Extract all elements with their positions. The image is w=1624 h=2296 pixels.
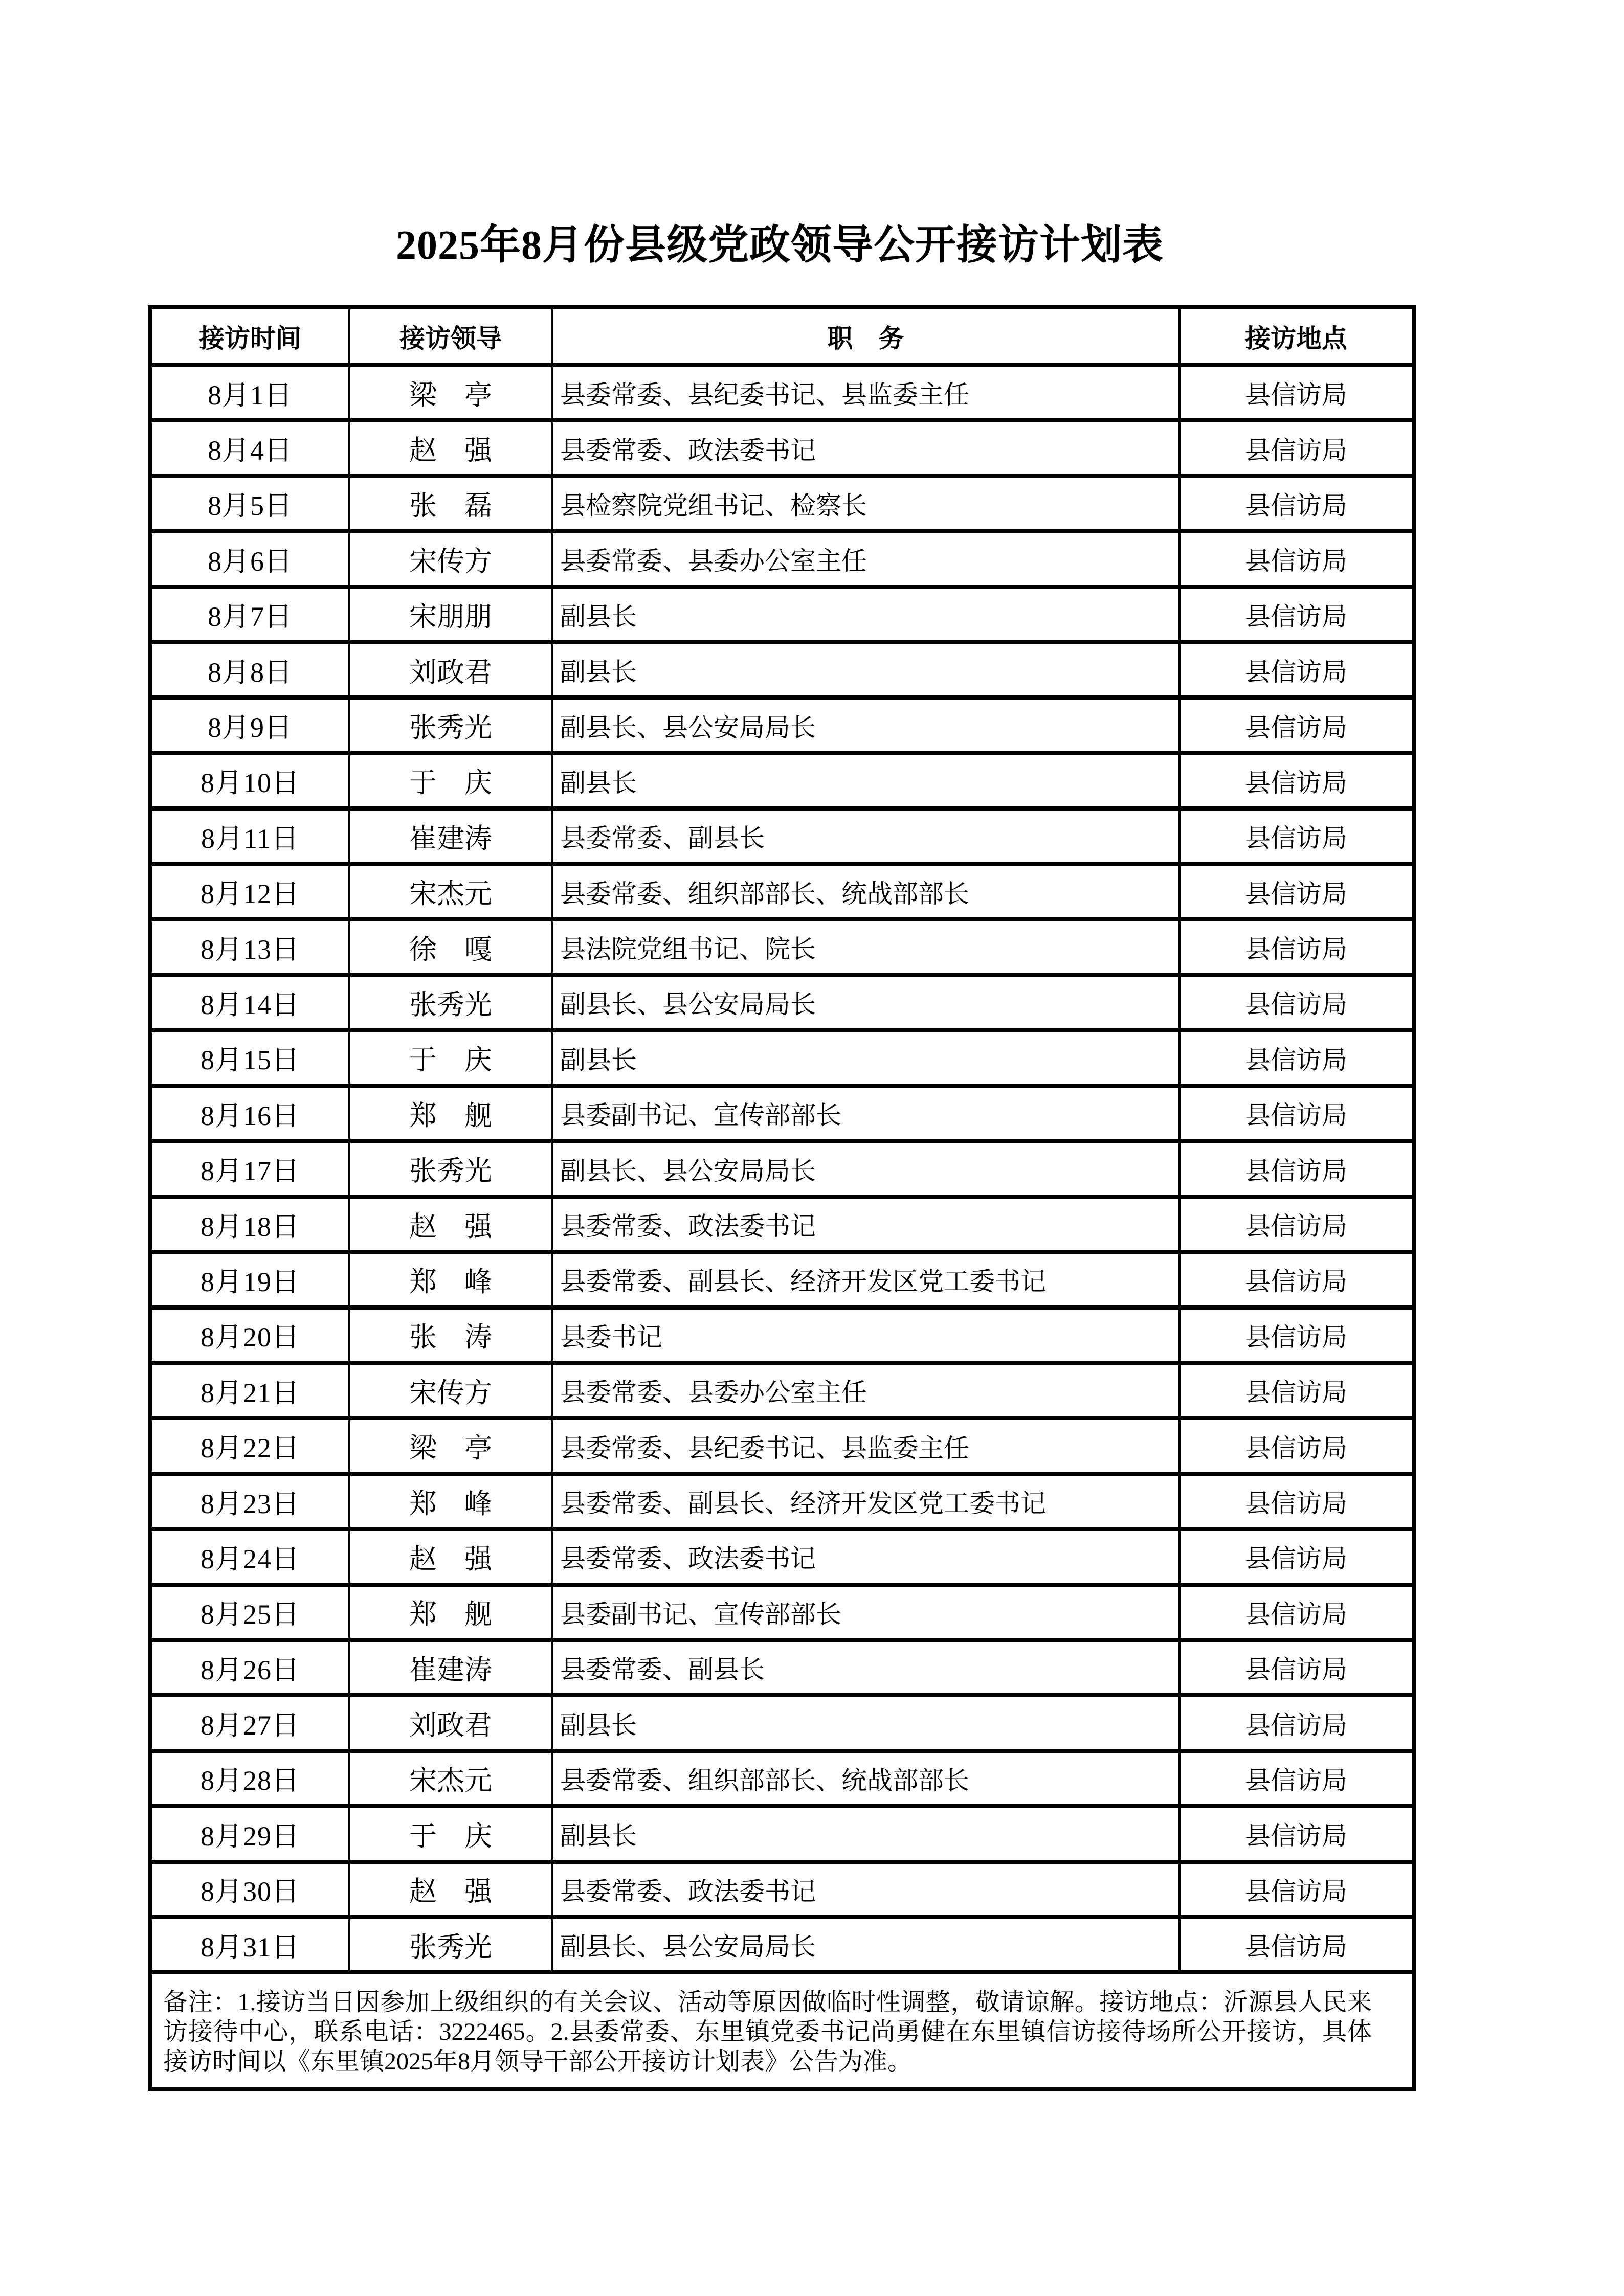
table-body <box>150 365 1414 1972</box>
cell-reception-leader: 梁 亭 <box>349 1418 552 1473</box>
cell-reception-date: 8月22日 <box>150 1418 349 1473</box>
cell-reception-date: 8月28日 <box>150 1751 349 1806</box>
cell-position: 副县长 <box>552 1030 1180 1086</box>
cell-reception-date: 8月17日 <box>150 1141 349 1196</box>
cell-reception-location: 县信访局 <box>1180 1917 1414 1972</box>
cell-reception-date: 8月5日 <box>150 476 349 531</box>
cell-position: 县委常委、副县长、经济开发区党工委书记 <box>552 1252 1180 1307</box>
cell-reception-leader: 刘政君 <box>349 1695 552 1750</box>
cell-reception-leader: 赵 强 <box>349 420 552 476</box>
cell-reception-location: 县信访局 <box>1180 1030 1414 1086</box>
cell-reception-date: 8月29日 <box>150 1806 349 1861</box>
table-row <box>150 1529 1414 1584</box>
cell-position: 副县长 <box>552 642 1180 697</box>
cell-reception-location: 县信访局 <box>1180 1308 1414 1363</box>
cell-reception-location: 县信访局 <box>1180 1474 1414 1529</box>
cell-reception-location: 县信访局 <box>1180 1585 1414 1640</box>
cell-reception-leader: 郑 舰 <box>349 1086 552 1141</box>
table-row <box>150 1751 1414 1806</box>
cell-reception-date: 8月13日 <box>150 919 349 975</box>
cell-position: 副县长、县公安局局长 <box>552 975 1180 1030</box>
table-row <box>150 1862 1414 1917</box>
cell-position: 县委常委、政法委书记 <box>552 1529 1180 1584</box>
cell-reception-location: 县信访局 <box>1180 1418 1414 1473</box>
cell-reception-leader: 张秀光 <box>349 1917 552 1972</box>
cell-reception-location: 县信访局 <box>1180 1252 1414 1307</box>
cell-reception-leader: 郑 峰 <box>349 1474 552 1529</box>
table-row <box>150 1086 1414 1141</box>
cell-position: 副县长、县公安局局长 <box>552 1141 1180 1196</box>
cell-reception-date: 8月31日 <box>150 1917 349 1972</box>
cell-reception-location: 县信访局 <box>1180 1751 1414 1806</box>
cell-reception-date: 8月21日 <box>150 1363 349 1418</box>
table-row <box>150 1363 1414 1418</box>
cell-reception-date: 8月23日 <box>150 1474 349 1529</box>
cell-reception-date: 8月27日 <box>150 1695 349 1750</box>
cell-reception-location: 县信访局 <box>1180 919 1414 975</box>
cell-reception-leader: 张 磊 <box>349 476 552 531</box>
cell-reception-date: 8月16日 <box>150 1086 349 1141</box>
cell-position: 副县长、县公安局局长 <box>552 1917 1180 1972</box>
note-cell: 备注：1.接访当日因参加上级组织的有关会议、活动等原因做临时性调整，敬请谅解。接访地点：沂源县人民来访接待中心，联系电话：3222465。2.县委常委、东里镇党委书记尚勇健在东里镇信访接待场所公开接访，具体接访时间以《东里镇2025年8月领导干部公开接访计划表》公告为准。 <box>150 1972 1414 2089</box>
note-row <box>150 1972 1414 2089</box>
cell-position: 副县长、县公安局局长 <box>552 697 1180 753</box>
cell-reception-leader: 于 庆 <box>349 753 552 808</box>
table-row <box>150 1917 1414 1972</box>
cell-reception-location: 县信访局 <box>1180 1862 1414 1917</box>
header-row <box>150 307 1414 365</box>
cell-position: 副县长 <box>552 753 1180 808</box>
cell-position: 县委常委、副县长 <box>552 1640 1180 1695</box>
cell-reception-date: 8月8日 <box>150 642 349 697</box>
cell-position: 县法院党组书记、院长 <box>552 919 1180 975</box>
cell-reception-date: 8月14日 <box>150 975 349 1030</box>
cell-position: 副县长 <box>552 1695 1180 1750</box>
cell-reception-leader: 宋杰元 <box>349 1751 552 1806</box>
cell-reception-leader: 宋朋朋 <box>349 587 552 642</box>
table-row <box>150 1695 1414 1750</box>
cell-position: 副县长 <box>552 587 1180 642</box>
cell-position: 县委常委、政法委书记 <box>552 420 1180 476</box>
cell-reception-leader: 于 庆 <box>349 1806 552 1861</box>
cell-reception-date: 8月4日 <box>150 420 349 476</box>
table-row <box>150 365 1414 420</box>
cell-reception-date: 8月15日 <box>150 1030 349 1086</box>
table-row <box>150 1640 1414 1695</box>
cell-reception-location: 县信访局 <box>1180 1086 1414 1141</box>
cell-reception-leader: 崔建涛 <box>349 808 552 864</box>
cell-reception-date: 8月25日 <box>150 1585 349 1640</box>
header-reception-time: 接访时间 <box>150 307 349 365</box>
table-row <box>150 1474 1414 1529</box>
cell-reception-date: 8月6日 <box>150 531 349 587</box>
cell-reception-leader: 刘政君 <box>349 642 552 697</box>
cell-reception-leader: 宋杰元 <box>349 864 552 919</box>
cell-reception-date: 8月10日 <box>150 753 349 808</box>
table-row <box>150 587 1414 642</box>
cell-reception-leader: 于 庆 <box>349 1030 552 1086</box>
cell-reception-leader: 宋传方 <box>349 1363 552 1418</box>
cell-reception-leader: 张秀光 <box>349 975 552 1030</box>
table-row <box>150 642 1414 697</box>
cell-reception-date: 8月9日 <box>150 697 349 753</box>
table-row <box>150 1030 1414 1086</box>
table-row <box>150 864 1414 919</box>
cell-reception-leader: 赵 强 <box>349 1862 552 1917</box>
cell-reception-location: 县信访局 <box>1180 697 1414 753</box>
table-row <box>150 1806 1414 1861</box>
cell-position: 县检察院党组书记、检察长 <box>552 476 1180 531</box>
cell-reception-location: 县信访局 <box>1180 808 1414 864</box>
reception-schedule-table <box>148 305 1416 2091</box>
cell-position: 县委副书记、宣传部部长 <box>552 1585 1180 1640</box>
cell-reception-date: 8月1日 <box>150 365 349 420</box>
cell-reception-location: 县信访局 <box>1180 587 1414 642</box>
table-row <box>150 808 1414 864</box>
cell-reception-date: 8月30日 <box>150 1862 349 1917</box>
cell-position: 县委常委、副县长 <box>552 808 1180 864</box>
cell-position: 副县长 <box>552 1806 1180 1861</box>
cell-reception-leader: 梁 亭 <box>349 365 552 420</box>
cell-position: 县委书记 <box>552 1308 1180 1363</box>
cell-position: 县委常委、政法委书记 <box>552 1862 1180 1917</box>
table-row <box>150 1252 1414 1307</box>
cell-reception-location: 县信访局 <box>1180 1806 1414 1861</box>
table-row <box>150 975 1414 1030</box>
table-row <box>150 1585 1414 1640</box>
cell-reception-date: 8月20日 <box>150 1308 349 1363</box>
cell-position: 县委副书记、宣传部部长 <box>552 1086 1180 1141</box>
cell-reception-date: 8月24日 <box>150 1529 349 1584</box>
cell-reception-leader: 崔建涛 <box>349 1640 552 1695</box>
cell-reception-date: 8月19日 <box>150 1252 349 1307</box>
cell-position: 县委常委、县纪委书记、县监委主任 <box>552 365 1180 420</box>
cell-reception-leader: 宋传方 <box>349 531 552 587</box>
table-row <box>150 1308 1414 1363</box>
cell-reception-location: 县信访局 <box>1180 642 1414 697</box>
cell-reception-date: 8月18日 <box>150 1197 349 1252</box>
cell-reception-location: 县信访局 <box>1180 365 1414 420</box>
cell-reception-location: 县信访局 <box>1180 753 1414 808</box>
cell-reception-location: 县信访局 <box>1180 476 1414 531</box>
table-row <box>150 753 1414 808</box>
header-reception-location: 接访地点 <box>1180 307 1414 365</box>
cell-reception-leader: 郑 舰 <box>349 1585 552 1640</box>
cell-position: 县委常委、县纪委书记、县监委主任 <box>552 1418 1180 1473</box>
cell-reception-date: 8月12日 <box>150 864 349 919</box>
cell-reception-leader: 徐 嘎 <box>349 919 552 975</box>
cell-reception-leader: 张秀光 <box>349 697 552 753</box>
cell-reception-leader: 张秀光 <box>349 1141 552 1196</box>
table-row <box>150 697 1414 753</box>
cell-reception-leader: 赵 强 <box>349 1529 552 1584</box>
table-row <box>150 420 1414 476</box>
cell-reception-location: 县信访局 <box>1180 1529 1414 1584</box>
cell-position: 县委常委、组织部部长、统战部部长 <box>552 864 1180 919</box>
cell-reception-location: 县信访局 <box>1180 864 1414 919</box>
page-title: 2025年8月份县级党政领导公开接访计划表 <box>396 223 1164 268</box>
cell-reception-date: 8月26日 <box>150 1640 349 1695</box>
header-reception-leader: 接访领导 <box>349 307 552 365</box>
cell-reception-location: 县信访局 <box>1180 975 1414 1030</box>
header-position: 职 务 <box>552 307 1180 365</box>
cell-reception-date: 8月11日 <box>150 808 349 864</box>
table-row <box>150 919 1414 975</box>
cell-reception-location: 县信访局 <box>1180 1197 1414 1252</box>
cell-position: 县委常委、县委办公室主任 <box>552 531 1180 587</box>
cell-reception-location: 县信访局 <box>1180 420 1414 476</box>
cell-reception-location: 县信访局 <box>1180 1640 1414 1695</box>
cell-reception-date: 8月7日 <box>150 587 349 642</box>
cell-reception-location: 县信访局 <box>1180 1141 1414 1196</box>
cell-reception-location: 县信访局 <box>1180 531 1414 587</box>
cell-position: 县委常委、副县长、经济开发区党工委书记 <box>552 1474 1180 1529</box>
cell-position: 县委常委、政法委书记 <box>552 1197 1180 1252</box>
table-row <box>150 1418 1414 1473</box>
cell-reception-location: 县信访局 <box>1180 1695 1414 1750</box>
cell-reception-leader: 赵 强 <box>349 1197 552 1252</box>
cell-reception-location: 县信访局 <box>1180 1363 1414 1418</box>
table-row <box>150 531 1414 587</box>
cell-reception-leader: 张 涛 <box>349 1308 552 1363</box>
table-row <box>150 476 1414 531</box>
cell-reception-leader: 郑 峰 <box>349 1252 552 1307</box>
cell-position: 县委常委、县委办公室主任 <box>552 1363 1180 1418</box>
table-row <box>150 1197 1414 1252</box>
cell-position: 县委常委、组织部部长、统战部部长 <box>552 1751 1180 1806</box>
table-row <box>150 1141 1414 1196</box>
